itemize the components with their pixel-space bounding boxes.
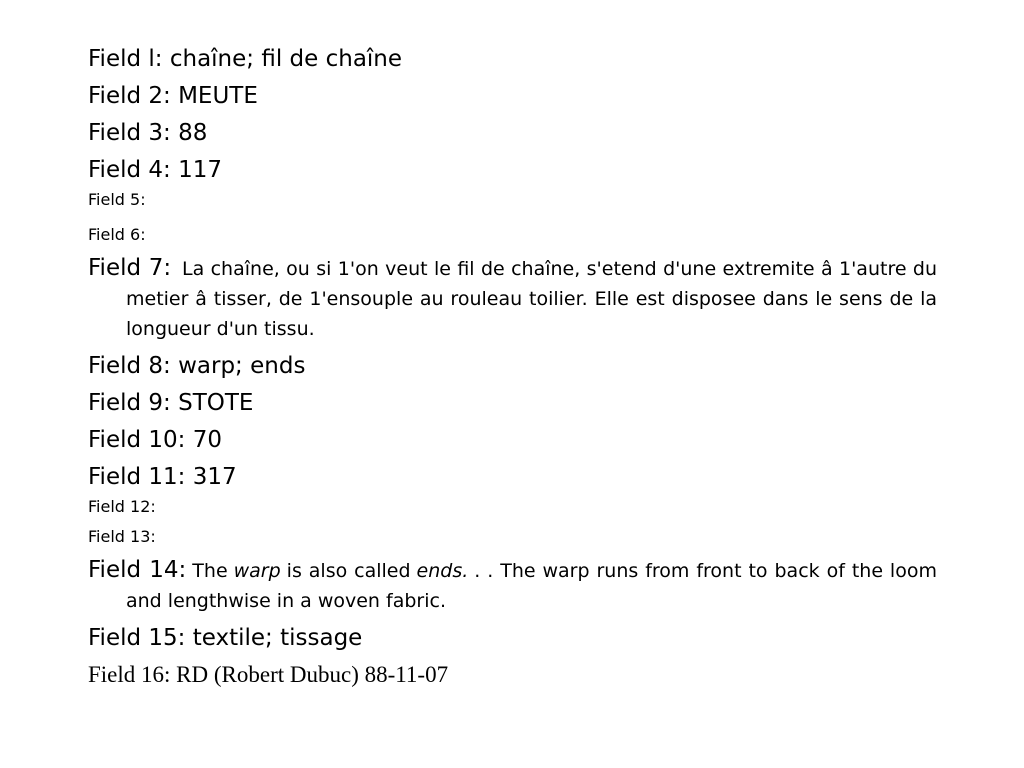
- field-10: Field 10: 70: [88, 427, 222, 453]
- field-15: Field 15: textile; tissage: [88, 625, 363, 651]
- field-7: [88, 254, 937, 344]
- field-1: Field l: chaîne; fil de chaîne: [88, 46, 403, 72]
- field-14-mid: is also called: [286, 560, 411, 582]
- field-13: Field 13:: [88, 527, 156, 546]
- field-7-text: La chaîne, ou si 1'on veut le fil de chaîne, s'etend d'une extremite â 1'autre du metier â tisser, de 1'ensouple au rouleau toilier. Elle est disposee dans le sens de la longueur d'un tissu.: [126, 258, 938, 340]
- field-14: [88, 556, 937, 616]
- field-14-label: Field 14:: [88, 557, 187, 583]
- field-2: Field 2: MEUTE: [88, 83, 258, 109]
- field-16: Field 16: RD (Robert Dubuc) 88-11-07: [88, 662, 449, 687]
- field-14-rest: . . The warp runs from front to back of the loom and lengthwise in a woven fabric.: [126, 560, 937, 612]
- field-14-the: The: [192, 560, 228, 582]
- field-7-label: Field 7:: [88, 255, 172, 281]
- field-9: Field 9: STOTE: [88, 390, 254, 416]
- field-8: Field 8: warp; ends: [88, 353, 306, 379]
- field-12: Field 12:: [88, 497, 156, 516]
- field-14-ends: ends.: [416, 560, 469, 582]
- field-record: [88, 44, 937, 690]
- field-3: Field 3: 88: [88, 120, 208, 146]
- field-5: Field 5:: [88, 190, 146, 209]
- field-6: Field 6:: [88, 225, 146, 244]
- field-4: Field 4: 117: [88, 157, 222, 183]
- field-14-warp: warp: [233, 560, 281, 582]
- field-11: Field 11: 317: [88, 464, 237, 490]
